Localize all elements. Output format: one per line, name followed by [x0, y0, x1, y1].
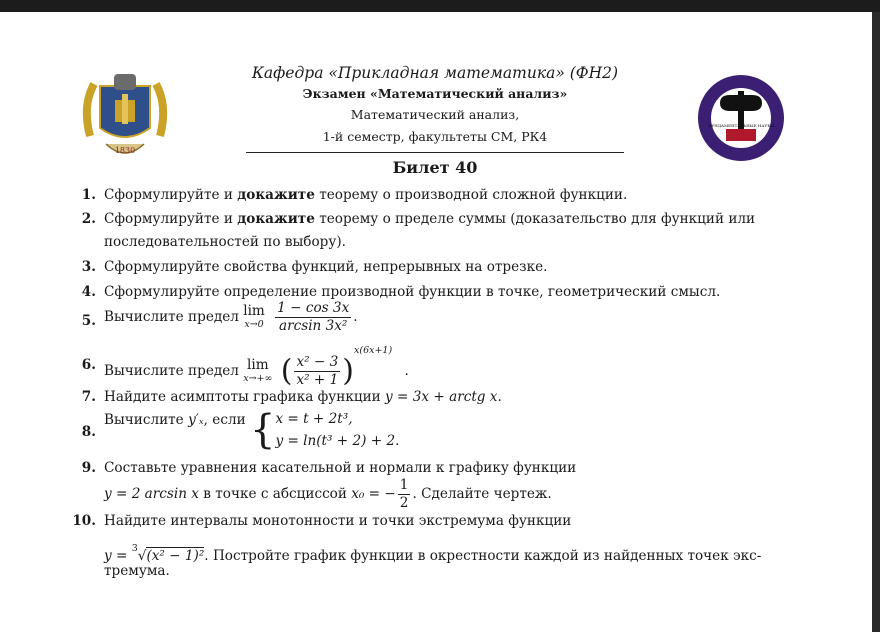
question-text: , если	[203, 411, 246, 428]
question-text: Вычислите	[104, 411, 189, 428]
exponent: x(6x+1)	[354, 345, 393, 356]
limit-fraction: $\frac{\text{x² − 3}}{\text{x² + 1}}$	[296, 354, 339, 388]
question-number: 2.	[81, 211, 96, 227]
question-number: 1.	[81, 187, 96, 203]
question-number: 10.	[72, 513, 96, 529]
ticket-number: Билет 40	[392, 158, 478, 177]
ticket-header	[230, 62, 640, 148]
fraction: $\frac{1}{2}$	[399, 477, 409, 511]
limit-operator: lim x→0	[243, 302, 265, 330]
question-text: . Постройте график функции в окрестности каждой из найденных точек экс-	[204, 548, 762, 564]
question-number: 6.	[81, 357, 96, 373]
crest-year: 1830	[114, 146, 136, 155]
question-text: Сформулируйте свойства функций, непрерывных на отрезке.	[104, 259, 548, 275]
exam-title: Экзамен «Математический анализ»	[302, 86, 568, 101]
question-number: 3.	[81, 259, 96, 275]
question-text: . Сделайте чертеж.	[412, 486, 552, 502]
math-expression: y = 3x + arctg x	[385, 389, 498, 405]
header-divider	[246, 152, 624, 153]
question-emphasis: докажите	[237, 187, 315, 203]
limit-operator: lim x→+∞	[243, 356, 273, 384]
question-text: в точке с абсциссой	[198, 486, 352, 502]
math-expression: x₀ = −	[351, 486, 396, 502]
course-name: Математический анализ,	[350, 107, 520, 122]
department-title: Кафедра «Прикладная математика» (ФН2)	[251, 64, 619, 82]
question-text: Найдите интервалы монотонности и точки экстремума функции	[104, 513, 572, 529]
root-index: 3	[131, 543, 138, 554]
faculty-logo	[696, 73, 786, 163]
question-text: Сформулируйте и	[104, 211, 238, 227]
question-text: теорему о пределе суммы (доказательство для функций или	[314, 211, 756, 227]
question-text: Сформулируйте и	[104, 187, 238, 203]
question-number: 4.	[81, 284, 96, 300]
window-edge	[872, 12, 880, 632]
radicand: (x² − 1)²	[146, 548, 205, 564]
question-text: Составьте уравнения касательной и нормали к графику функции	[104, 460, 577, 476]
question-number: 5.	[81, 313, 96, 329]
question-number: 8.	[81, 424, 96, 440]
question-number: 9.	[81, 460, 96, 476]
math-expression: y′ₓ	[188, 411, 204, 428]
question-text: Найдите асимптоты графика функции	[104, 389, 386, 405]
question-number: 7.	[81, 389, 96, 405]
question-text: теорему о производной сложной функции.	[314, 187, 628, 203]
faculty-logo-text: ФУНДАМЕНТАЛЬНЫЕ НАУКИ	[708, 123, 774, 128]
semester-info: 1-й семестр, факультеты СМ, РК4	[322, 129, 548, 144]
math-expression: y =	[104, 548, 132, 564]
question-text: Сформулируйте определение производной функции в точке, геометрический смысл.	[104, 284, 721, 300]
question-emphasis: докажите	[237, 211, 315, 227]
parametric-system: x = t + 2t³, y = ln(t³ + 2) + 2.	[275, 411, 400, 449]
university-crest-logo	[80, 66, 170, 168]
question-text: Вычислите предел	[104, 309, 244, 325]
question-text-continued: тремума.	[104, 563, 170, 579]
question-text-continued: последовательностей по выбору).	[104, 234, 346, 250]
question-text: Вычислите предел	[104, 363, 244, 379]
limit-fraction: $\frac{1 - \cos 3x}{\text{arcsin 3x²}}$	[277, 300, 350, 334]
math-expression: y = 2 arcsin x	[104, 486, 199, 502]
